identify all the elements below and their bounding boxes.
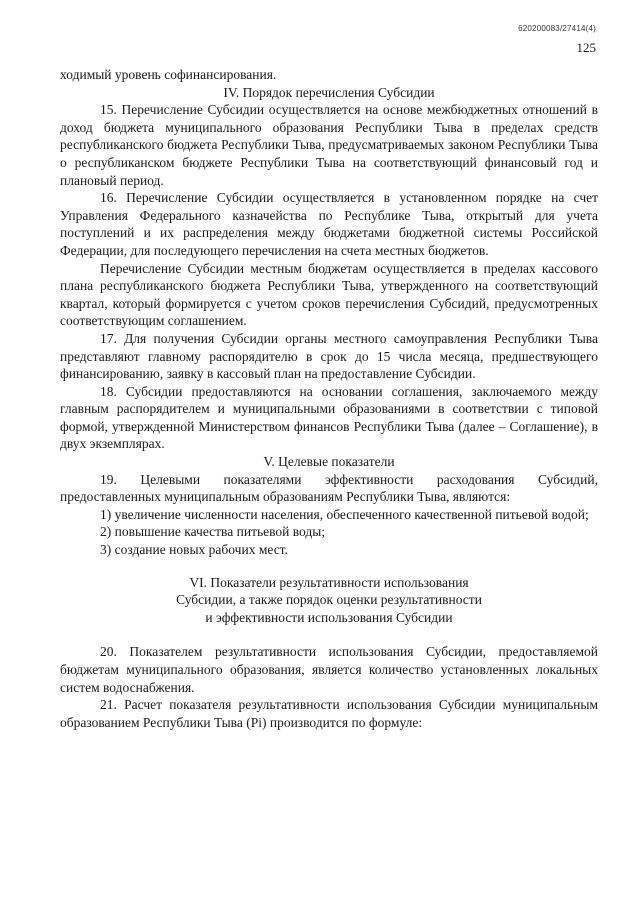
paragraph-17: 17. Для получения Субсидии органы местного самоуправления Республики Тыва представляют главному распорядителю в срок до 15 числа месяца, предшествующего финансированию, заявку в кассовый план на предоставление Субсидии. (60, 330, 598, 382)
list-item-3: 3) создание новых рабочих мест. (100, 542, 288, 558)
paragraph-20: 20. Показателем результативности использования Субсидии, предоставляемой бюджетам муниципального образования, является количество установленных локальных систем водоснабжения. (60, 644, 598, 695)
page-number: 125 (576, 40, 596, 55)
paragraph-18: 18. Субсидии предоставляются на основании соглашения, заключаемого между главным распорядителем и муниципальными образованиями в соответствии с типовой формой, утвержденной Министерством финансов Республики Тыва (далее – Соглашение), в двух экземплярах. (60, 383, 598, 452)
section-6-heading-line-2: Субсидии, а также порядок оценки результативности (176, 592, 482, 608)
section-6-heading-line-3: и эффективности использования Субсидии (205, 609, 453, 625)
paragraph-19: 19. Целевыми показателями эффективности расходования Субсидий, предоставленных муниципальным образованиям Республики Тыва, являются: (60, 471, 598, 505)
paragraph-15: 15. Перечисление Субсидии осуществляется на основе межбюджетных отношений в доход бюджета муниципального образования Республики Тыва в пределах средств республиканского бюджета Республики Тыва, предусматриваемых законом Республики Тыва о республиканском бюджете Республики Тыва на соответствующий финансовый год и плановый период. (60, 102, 598, 188)
document-body (60, 66, 598, 731)
list-item-2: 2) повышение качества питьевой воды; (100, 524, 326, 540)
document-code: 620200083/27414(4) (518, 24, 596, 33)
section-5-heading: V. Целевые показатели (263, 454, 395, 470)
section-6-heading (60, 574, 598, 627)
list-item-1: 1) увеличение численности населения, обеспеченного качественной питьевой водой; (100, 506, 589, 522)
paragraph-16: 16. Перечисление Субсидии осуществляется в установленном порядке на счет Управления Федерального казначейства по Республике Тыва, открытый для учета поступлений и их распределения между бюджетами бюджетной системы Российской Федерации, для последующего перечисления на счета местных бюджетов. (60, 190, 598, 258)
section-4-heading: IV. Порядок перечисления Субсидии (223, 84, 435, 100)
continuation-text: ходимый уровень софинансирования. (60, 67, 277, 82)
paragraph-21: 21. Расчет показателя результативности использования Субсидии муниципальным образованием Республики Тыва (Pi) производится по формуле: (60, 697, 598, 730)
paragraph-16b: Перечисление Субсидии местным бюджетам осуществляется в пределах кассового плана республиканского бюджета Республики Тыва, утвержденного на соответствующий квартал, который формируется с учетом сроков перечисления Субсидий, предусмотренных соответствующим соглашением. (60, 260, 598, 329)
section-6-heading-line-1: VI. Показатели результативности использования (189, 574, 469, 590)
